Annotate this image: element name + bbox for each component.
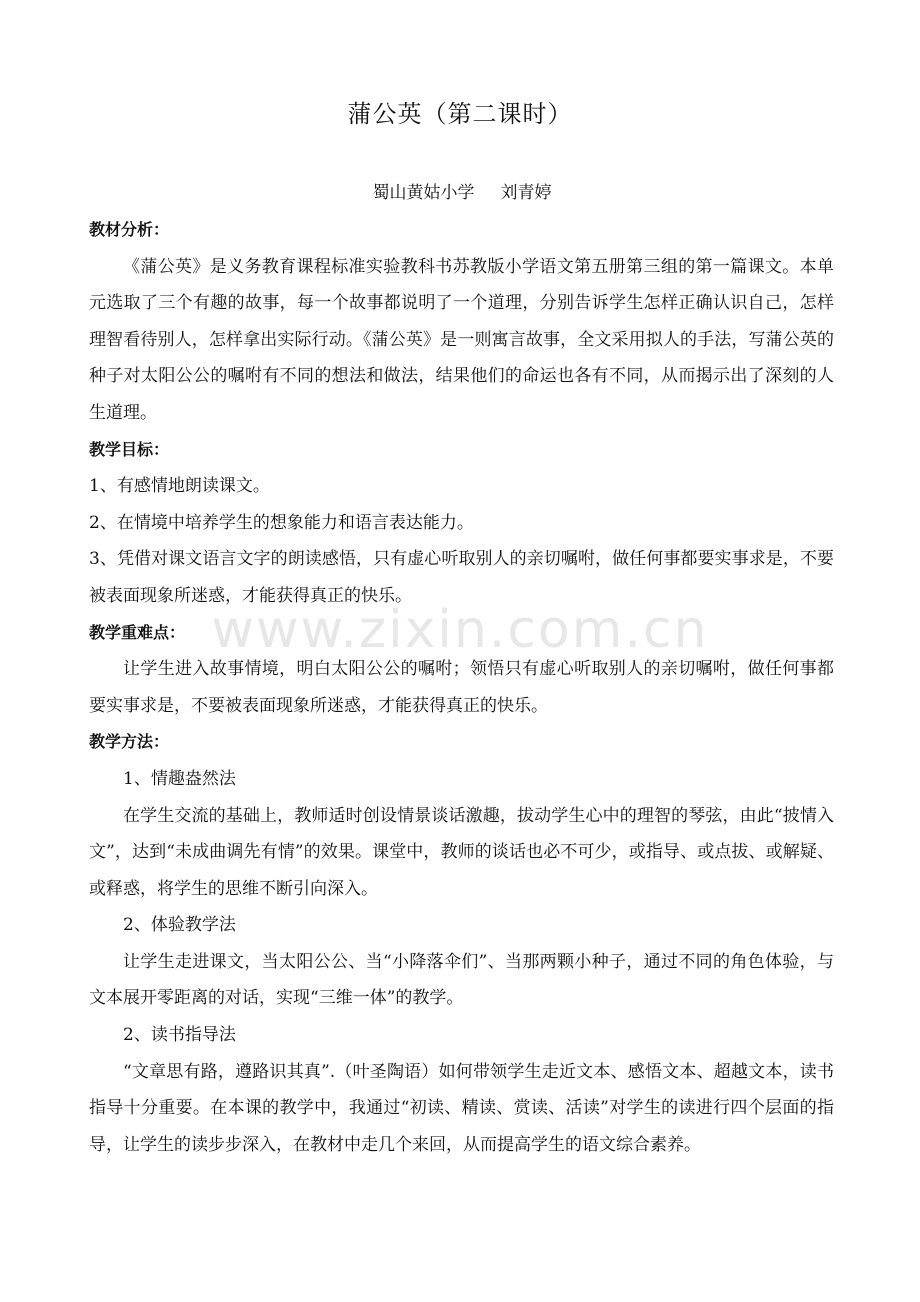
section-heading-methods: 教学方法：: [89, 732, 170, 752]
author-name: 刘青婷: [500, 183, 552, 203]
method-title: 2、体验教学法: [123, 915, 236, 936]
author-school: 蜀山黄姑小学: [372, 183, 475, 203]
goal-item: 3、凭借对课文语言文字的朗读感悟，只有虚心听取别人的亲切嘱咐，做任何事都要实事求是，不要被表面现象所迷惑，才能获得真正的快乐。: [89, 549, 834, 606]
method-paragraph: 让学生走进课文，当太阳公公、当“小降落伞们”、当那两颗小种子，通过不同的角色体验，与文本展开零距离的对话，实现“三维一体”的教学。: [89, 951, 834, 1009]
analysis-paragraph: 《蒲公英》是义务教育课程标准实验教科书苏教版小学语文第五册第三组的第一篇课文。本单元选取了三个有趣的故事，每一个故事都说明了一个道理，分别告诉学生怎样正确认识自己，怎样理智看待别人，怎样拿出实际行动。《蒲公英》是一则寓言故事，全文采用拟人的手法，写蒲公英的种子对太阳公公的嘱咐有不同的想法和做法，结果他们的命运也各有不同，从而揭示出了深刻的人生道理。: [89, 256, 834, 423]
document-body: [89, 212, 834, 1163]
page-title: 蒲公英（第二课时）: [347, 100, 573, 128]
goal-item: 2、在情境中培养学生的想象能力和语言表达能力。: [89, 512, 474, 533]
method-paragraph: “文章思有路，遵路识其真”.（叶圣陶语）如何带领学生走近文本、感悟文本、超越文本，读书指导十分重要。在本课的教学中，我通过“初读、精读、赏读、活读”对学生的读进行四个层面的指导，让学生的读步步深入，在教材中走几个来回，从而提高学生的语文综合素养。: [89, 1061, 834, 1155]
method-title: 1、情趣盎然法: [123, 768, 236, 789]
section-heading-goals: 教学目标：: [89, 439, 170, 459]
keypoints-paragraph: 让学生进入故事情境，明白太阳公公的嘱咐；领悟只有虚心听取别人的亲切嘱咐，做任何事都要实事求是，不要被表面现象所迷惑，才能获得真正的快乐。: [89, 659, 834, 716]
author-line: [0, 178, 920, 203]
section-heading-keypoints: 教学重难点：: [89, 622, 186, 642]
goal-item: 1、有感情地朗读课文。: [89, 476, 270, 497]
method-paragraph: 在学生交流的基础上，教师适时创设情景谈话激趣，拔动学生心中的理智的琴弦，由此“披情入文”，达到“未成曲调先有情”的效果。课堂中，教师的谈话也必不可少，或指导、或点拔、或解疑、或释惑，将学生的思维不断引向深入。: [89, 805, 834, 899]
method-title: 2、读书指导法: [123, 1025, 236, 1046]
section-heading-analysis: 教材分析：: [89, 220, 170, 239]
watermark: www.zixin.com.cn: [211, 600, 709, 660]
